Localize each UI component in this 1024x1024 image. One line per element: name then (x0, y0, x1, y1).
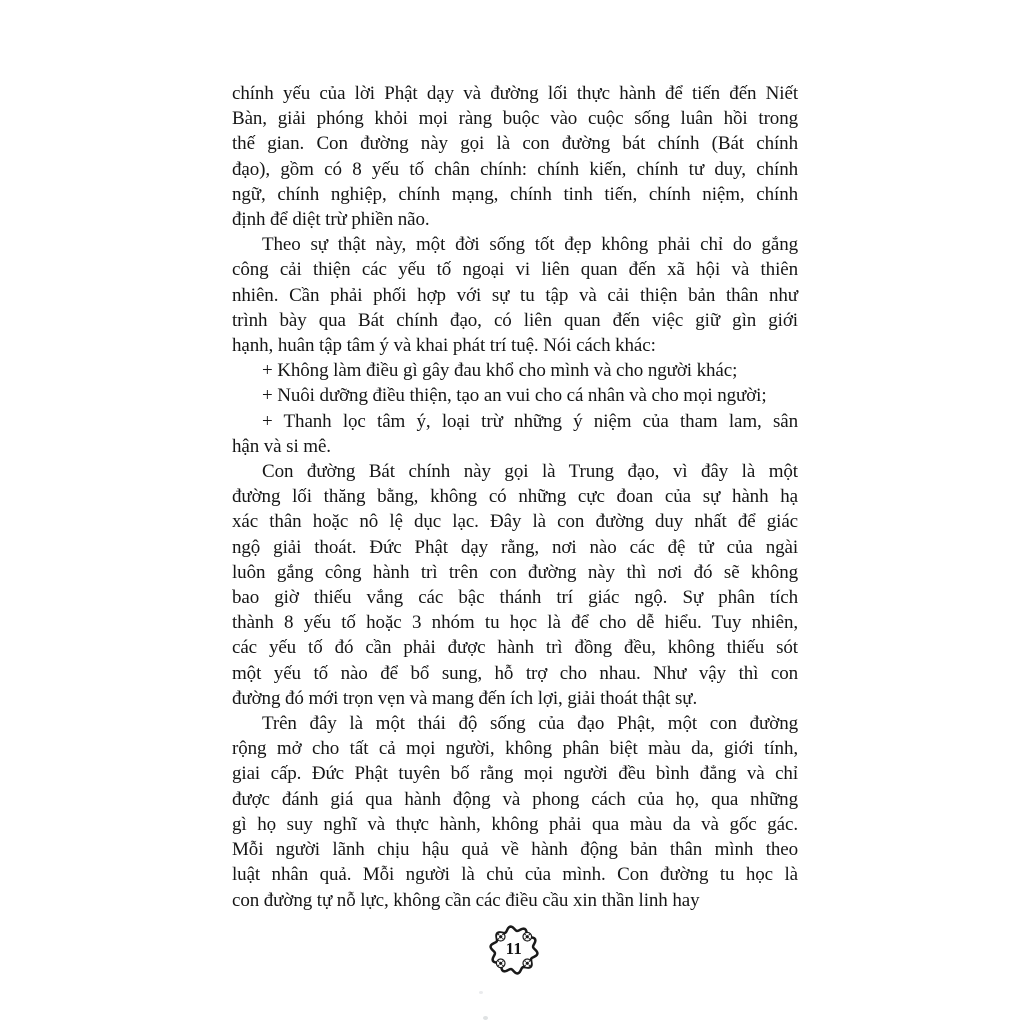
text-line: một yếu tố nào để bổ sung, hỗ trợ cho nhau. Như vậy thì con (232, 662, 798, 684)
text-line: hận và si mê. (232, 435, 331, 457)
page-number: 11 (505, 939, 523, 958)
text-line: thành 8 yếu tố hoặc 3 nhóm tu học là để cho dễ hiểu. Tuy nhiên, (232, 612, 798, 634)
text-line: chính yếu của lời Phật dạy và đường lối thực hành để tiến đến Niết (232, 83, 798, 104)
text-line: Con đường Bát chính này gọi là Trung đạo, vì đây là một (262, 461, 798, 483)
text-line: luôn gắng công hành trì trên con đường này thì nơi đó sẽ không (232, 561, 798, 583)
text-line: + Nuôi dưỡng điều thiện, tạo an vui cho cá nhân và cho mọi người; (262, 385, 767, 407)
text-line: Bàn, giải phóng khỏi mọi ràng buộc vào cuộc sống luân hồi trong (232, 108, 798, 130)
text-line: định để diệt trừ phiền não. (232, 209, 430, 231)
page-number-emblem (485, 921, 543, 979)
text-line: rộng mở cho tất cả mọi người, không phân biệt màu da, giới tính, (232, 738, 798, 760)
text-line: trình bày qua Bát chính đạo, có liên quan đến việc giữ gìn giới (232, 309, 798, 331)
scan-speck (483, 1016, 488, 1020)
text-line: nhiên. Cần phải phối hợp với sự tu tập và cải thiện bản thân như (232, 284, 798, 306)
text-line: đường lối thăng bằng, không có những cực đoan của sự hành hạ (232, 486, 798, 508)
text-line: được đánh giá qua hành động và phong cách của họ, qua những (232, 788, 798, 810)
text-line: Theo sự thật này, một đời sống tốt đẹp không phải chỉ do gắng (262, 234, 798, 256)
text-line: luật nhân quả. Mỗi người là chủ của mình. Con đường tu học là (232, 864, 798, 886)
text-line: gì họ suy nghĩ và thực hành, không phải qua màu da và gốc gác. (232, 813, 798, 835)
text-line: + Thanh lọc tâm ý, loại trừ những ý niệm của tham lam, sân (262, 410, 798, 432)
text-line: đạo), gồm có 8 yếu tố chân chính: chính kiến, chính tư duy, chính (232, 158, 798, 180)
scan-speck (479, 991, 483, 994)
text-line: + Không làm điều gì gây đau khổ cho mình và cho người khác; (262, 360, 738, 382)
text-line: ngữ, chính nghiệp, chính mạng, chính tinh tiến, chính niệm, chính (232, 183, 798, 205)
text-line: các yếu tố đó cần phải được hành trì đồng đều, không thiếu sót (232, 637, 798, 659)
text-line: đường đó mới trọn vẹn và mang đến ích lợi, giải thoát thật sự. (232, 687, 698, 709)
text-line: Trên đây là một thái độ sống của đạo Phật, một con đường (262, 713, 798, 735)
text-line: công cải thiện các yếu tố ngoại vi liên quan đến xã hội và thiên (232, 259, 798, 281)
text-line: giai cấp. Đức Phật tuyên bố rằng mọi người đều bình đẳng và chỉ (232, 763, 798, 785)
text-line: bao giờ thiếu vắng các bậc thánh trí giác ngộ. Sự phân tích (232, 587, 798, 609)
text-line: ngộ giải thoát. Đức Phật dạy rằng, nơi nào các đệ tử của ngài (232, 536, 798, 558)
text-line: con đường tự nỗ lực, không cần các điều cầu xin thần linh hay (232, 889, 700, 911)
text-line: thế gian. Con đường này gọi là con đường bát chính (Bát chính (232, 133, 798, 155)
text-block (232, 81, 798, 913)
text-line: hạnh, huân tập tâm ý và khai phát trí tuệ. Nói cách khác: (232, 335, 656, 357)
text-line: xác thân hoặc nô lệ dục lạc. Đây là con đường duy nhất để giác (232, 511, 798, 533)
text-line: Mỗi người lãnh chịu hậu quả về hành động bản thân mình theo (232, 839, 798, 861)
